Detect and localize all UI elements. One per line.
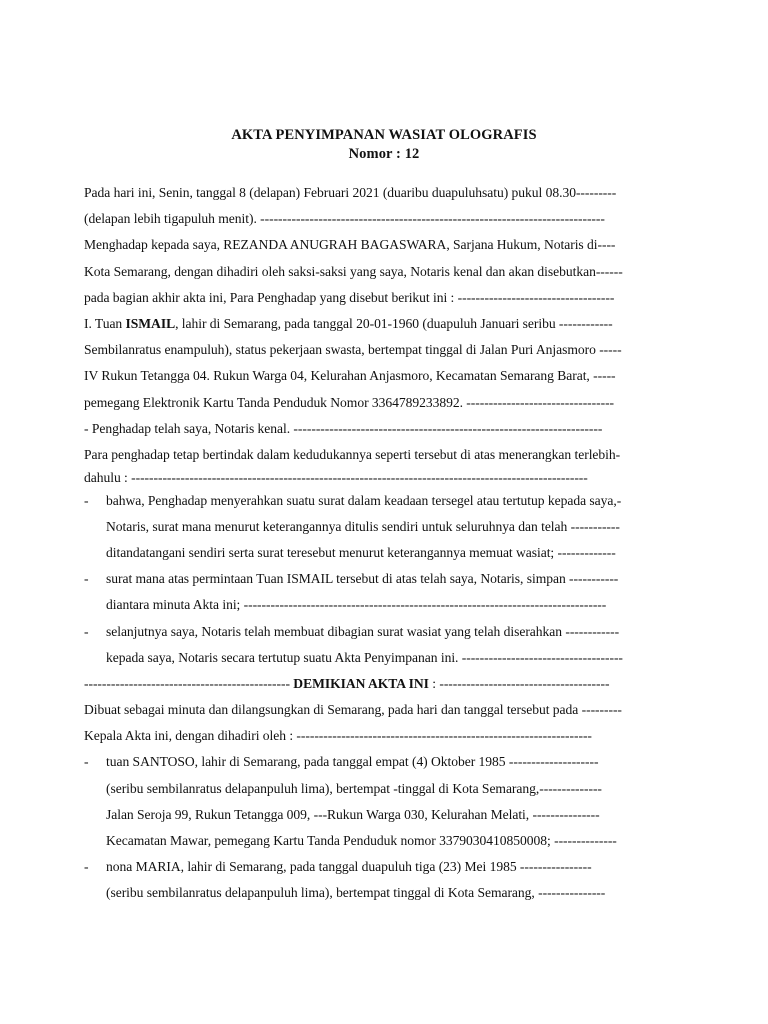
document-line: [84, 416, 684, 442]
bullet-mark: -: [84, 859, 89, 875]
line-text: nona MARIA, lahir di Semarang, pada tanggal duapuluh tiga (23) Mei 1985 ----------------: [106, 859, 592, 875]
line-text: (seribu sembilanratus delapanpuluh lima), bertempat tinggal di Kota Semarang, ---------------: [106, 885, 606, 901]
document-line: [84, 723, 684, 749]
document-line: [84, 749, 684, 775]
line-text: Menghadap kepada saya, REZANDA ANUGRAH BAGASWARA, Sarjana Hukum, Notaris di----: [84, 237, 616, 253]
document-line: [84, 259, 684, 285]
document-line: [84, 337, 684, 363]
line-text: ditandatangani sendiri serta surat teresebut menurut keterangannya memuat wasiat; -------------: [106, 544, 616, 560]
document-line: [84, 828, 684, 854]
bullet-mark: -: [84, 492, 89, 508]
bold-text: DEMIKIAN AKTA INI: [293, 675, 429, 691]
line-text: Kecamatan Mawar, pemegang Kartu Tanda Penduduk nomor 3379030410850008; --------------: [106, 833, 617, 848]
line-text: Para penghadap tetap bertindak dalam kedudukannya seperti tersebut di atas menerangkan terlebih-: [84, 446, 621, 462]
document-line: [84, 619, 684, 645]
line-text: ----------------------------------------------: [84, 675, 294, 691]
document-line: [84, 645, 684, 671]
line-text: Kepala Akta ini, dengan dihadiri oleh : ------------------------------------------------------------------: [84, 728, 592, 744]
bullet-mark: -: [84, 623, 89, 639]
line-text: tuan SANTOSO, lahir di Semarang, pada tanggal empat (4) Oktober 1985 --------------------: [106, 754, 599, 770]
document-line: [84, 488, 684, 514]
line-text: : --------------------------------------: [428, 675, 610, 691]
line-text: surat mana atas permintaan Tuan ISMAIL tersebut di atas telah saya, Notaris, simpan -----------: [106, 571, 619, 587]
line-text: Kota Semarang, dengan dihadiri oleh saksi-saksi yang saya, Notaris kenal dan akan disebutkan------: [84, 263, 623, 279]
bullet-mark: -: [84, 571, 89, 587]
line-text: kepada saya, Notaris secara tertutup suatu Akta Penyimpanan ini. ------------------------------------: [106, 649, 623, 665]
document-line: [84, 854, 684, 880]
line-text: , lahir di Semarang, pada tanggal 20-01-1960 (duapuluh Januari seribu ------------: [175, 315, 613, 331]
line-text: diantara minuta Akta ini; ---------------------------------------------------------------------------------: [106, 597, 607, 613]
document-line: [84, 514, 684, 540]
document-line: [84, 880, 684, 906]
line-text: dahulu : ------------------------------------------------------------------------------------------------------: [84, 470, 588, 486]
line-text: Notaris, surat mana menurut keterangannya ditulis sendiri untuk seluruhnya dan telah -----------: [106, 518, 620, 534]
line-text: pemegang Elektronik Kartu Tanda Penduduk Nomor 3364789233892. ---------------------------------: [84, 394, 615, 410]
document-line: [84, 776, 684, 802]
line-text: IV Rukun Tetangga 04. Rukun Warga 04, Kelurahan Anjasmoro, Kecamatan Semarang Barat, -----: [84, 368, 616, 384]
line-text: pada bagian akhir akta ini, Para Penghadap yang disebut berikut ini : -----------------------------------: [84, 289, 615, 305]
bold-text: ISMAIL: [125, 315, 176, 331]
document-line: [84, 671, 684, 697]
line-text: Sembilanratus enampuluh), status pekerjaan swasta, bertempat tinggal di Jalan Puri Anjasmoro -----: [84, 342, 622, 358]
document-line: [84, 802, 684, 828]
document-number: Nomor : 12: [348, 146, 420, 162]
document-line: [84, 468, 684, 488]
line-text: (delapan lebih tigapuluh menit). -----------------------------------------------------------------------------: [84, 211, 605, 227]
document-title: AKTA PENYIMPANAN WASIAT OLOGRAFIS: [231, 127, 537, 143]
line-text: (seribu sembilanratus delapanpuluh lima), bertempat -tinggal di Kota Semarang,--------------: [106, 780, 602, 796]
line-text: bahwa, Penghadap menyerahkan suatu surat dalam keadaan tersegel atau tertutup kepada saya,-: [106, 492, 622, 508]
document-body: [84, 180, 684, 907]
document-line: [84, 566, 684, 592]
document-line: [84, 390, 684, 416]
bullet-mark: -: [84, 754, 89, 770]
document-line: [84, 540, 684, 566]
document-line: [84, 442, 684, 468]
document-line: [84, 232, 684, 258]
line-text: selanjutnya saya, Notaris telah membuat dibagian surat wasiat yang telah diserahkan ------------: [106, 623, 620, 639]
line-text: I. Tuan: [84, 315, 126, 331]
line-text: Jalan Seroja 99, Rukun Tetangga 009, ---Rukun Warga 030, Kelurahan Melati, ---------------: [106, 806, 600, 822]
line-text: - Penghadap telah saya, Notaris kenal. ---------------------------------------------------------------------: [84, 420, 603, 436]
document-line: [84, 180, 684, 206]
document-line: [84, 285, 684, 311]
document-line: [84, 206, 684, 232]
line-text: Pada hari ini, Senin, tanggal 8 (delapan) Februari 2021 (duaribu duapuluhsatu) pukul 08.30---------: [84, 185, 617, 200]
document-line: [84, 592, 684, 618]
document-line: [84, 311, 684, 337]
document-line: [84, 697, 684, 723]
document-line: [84, 363, 684, 389]
line-text: Dibuat sebagai minuta dan dilangsungkan di Semarang, pada hari dan tanggal tersebut pada ---------: [84, 702, 622, 718]
